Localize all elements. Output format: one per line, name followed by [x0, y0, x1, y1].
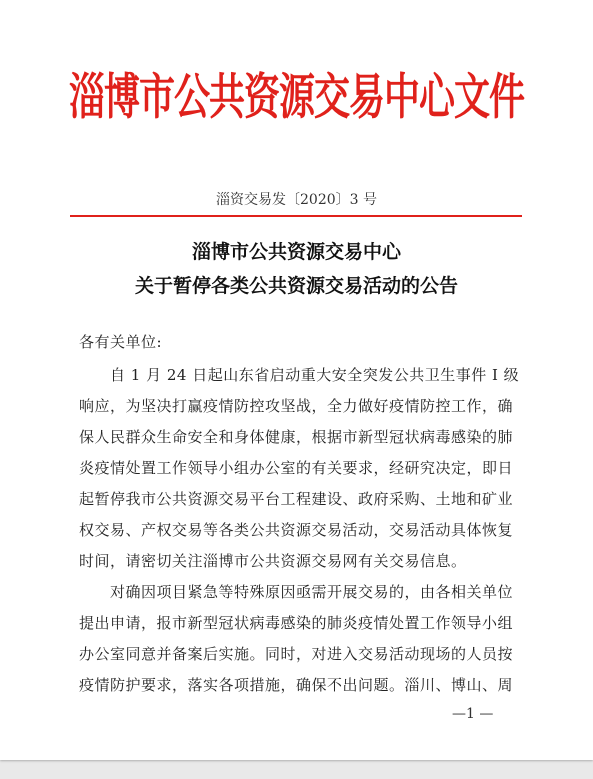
body-line: 权交易、产权交易等各类公共资源交易活动，交易活动具体恢复	[79, 521, 514, 539]
body-line: 对确因项目紧急等特殊原因亟需开展交易的，由各相关单位	[79, 583, 514, 601]
body-line: 提出申请，报市新型冠状病毒感染的肺炎疫情处置工作领导小组	[79, 614, 514, 632]
body-line: 炎疫情处置工作领导小组办公室的有关要求，经研究决定，即日	[79, 459, 514, 477]
org-header-title: 淄博市公共资源交易中心文件	[68, 70, 524, 126]
salutation: 各有关单位:	[79, 333, 163, 351]
body-line: 办公室同意并备案后实施。同时，对进入交易活动现场的人员按	[79, 645, 514, 663]
notice-title-line-1: 淄博市公共资源交易中心	[191, 241, 401, 263]
notice-title-line-2: 关于暂停各类公共资源交易活动的公告	[134, 275, 458, 297]
body-line: 疫情防护要求，落实各项措施，确保不出问题。淄川、博山、周	[79, 676, 514, 694]
body-line: 保人民群众生命安全和身体健康，根据市新型冠状病毒感染的肺	[79, 428, 514, 446]
body-line: 响应，为坚决打赢疫情防控攻坚战，全力做好疫情防控工作，确	[79, 397, 514, 415]
page-number: —1 —	[452, 706, 494, 722]
body-line: 时间，请密切关注淄博市公共资源交易网有关交易信息。	[79, 552, 467, 570]
red-divider	[70, 215, 522, 217]
body-line: 起暂停我市公共资源交易平台工程建设、政府采购、土地和矿业	[79, 490, 514, 508]
body-line: 自 1 月 24 日起山东省启动重大安全突发公共卫生事件 I 级	[79, 366, 520, 384]
document-number: 淄资交易发〔2020〕3 号	[216, 192, 377, 208]
